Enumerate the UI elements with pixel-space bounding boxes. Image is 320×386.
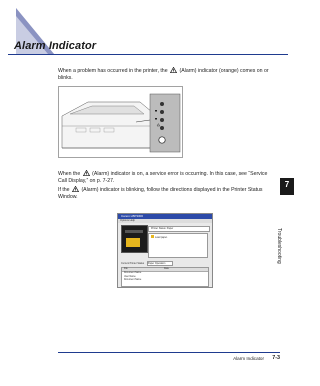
printer-status-window-screenshot <box>117 213 213 288</box>
warning-icon <box>151 235 154 238</box>
list-item: User Name <box>124 275 136 278</box>
window-title: Canon LBP3300 <box>118 214 212 219</box>
printer-control-panel-illustration <box>58 86 183 158</box>
panel-label: Current Printer Status <box>121 262 145 266</box>
job-list <box>121 267 209 287</box>
title-rule <box>8 54 288 55</box>
printer-image <box>121 225 148 253</box>
paragraph-text: (Alarm) indicator is on, a service error is occurring. In this case, see “Service Call Display,” on p. 7-27. <box>58 171 268 185</box>
list-item: Document Name <box>124 272 142 275</box>
alarm-icon <box>72 186 79 192</box>
message-box <box>148 233 208 258</box>
page-number: 7-3 <box>272 355 280 361</box>
paragraph-service-error <box>58 170 274 185</box>
chapter-number: 7 <box>284 180 290 189</box>
column-header: Date <box>164 268 169 270</box>
list-item: Document Name <box>124 278 142 281</box>
alarm-icon <box>170 67 177 73</box>
paragraph-text: When a problem has occurred in the printer, the <box>58 68 168 74</box>
status-line: Printer Status: Paper <box>148 226 210 232</box>
panel-value: Paper Operation <box>147 261 173 266</box>
footer-section-label: Alarm Indicator <box>233 356 264 361</box>
section-title: Alarm Indicator <box>14 40 97 52</box>
paragraph-alarm-intro <box>58 67 274 82</box>
paragraph-text: If the <box>58 187 70 193</box>
footer-rule <box>58 352 280 353</box>
paragraph-alarm-blinking <box>58 186 274 201</box>
paragraph-text: When the <box>58 171 81 177</box>
paragraph-text: (Alarm) indicator (orange) comes on or blinks. <box>58 68 269 82</box>
window-menu: Options Help <box>118 219 212 223</box>
chapter-label: Troubleshooting <box>276 228 282 264</box>
column-header: File <box>124 268 128 270</box>
status-panel <box>121 261 207 265</box>
message-text: Load paper. <box>155 236 168 239</box>
paragraph-text: (Alarm) indicator is blinking, follow the directions displayed in the Printer Status Window. <box>58 187 263 201</box>
alarm-icon <box>83 170 90 176</box>
